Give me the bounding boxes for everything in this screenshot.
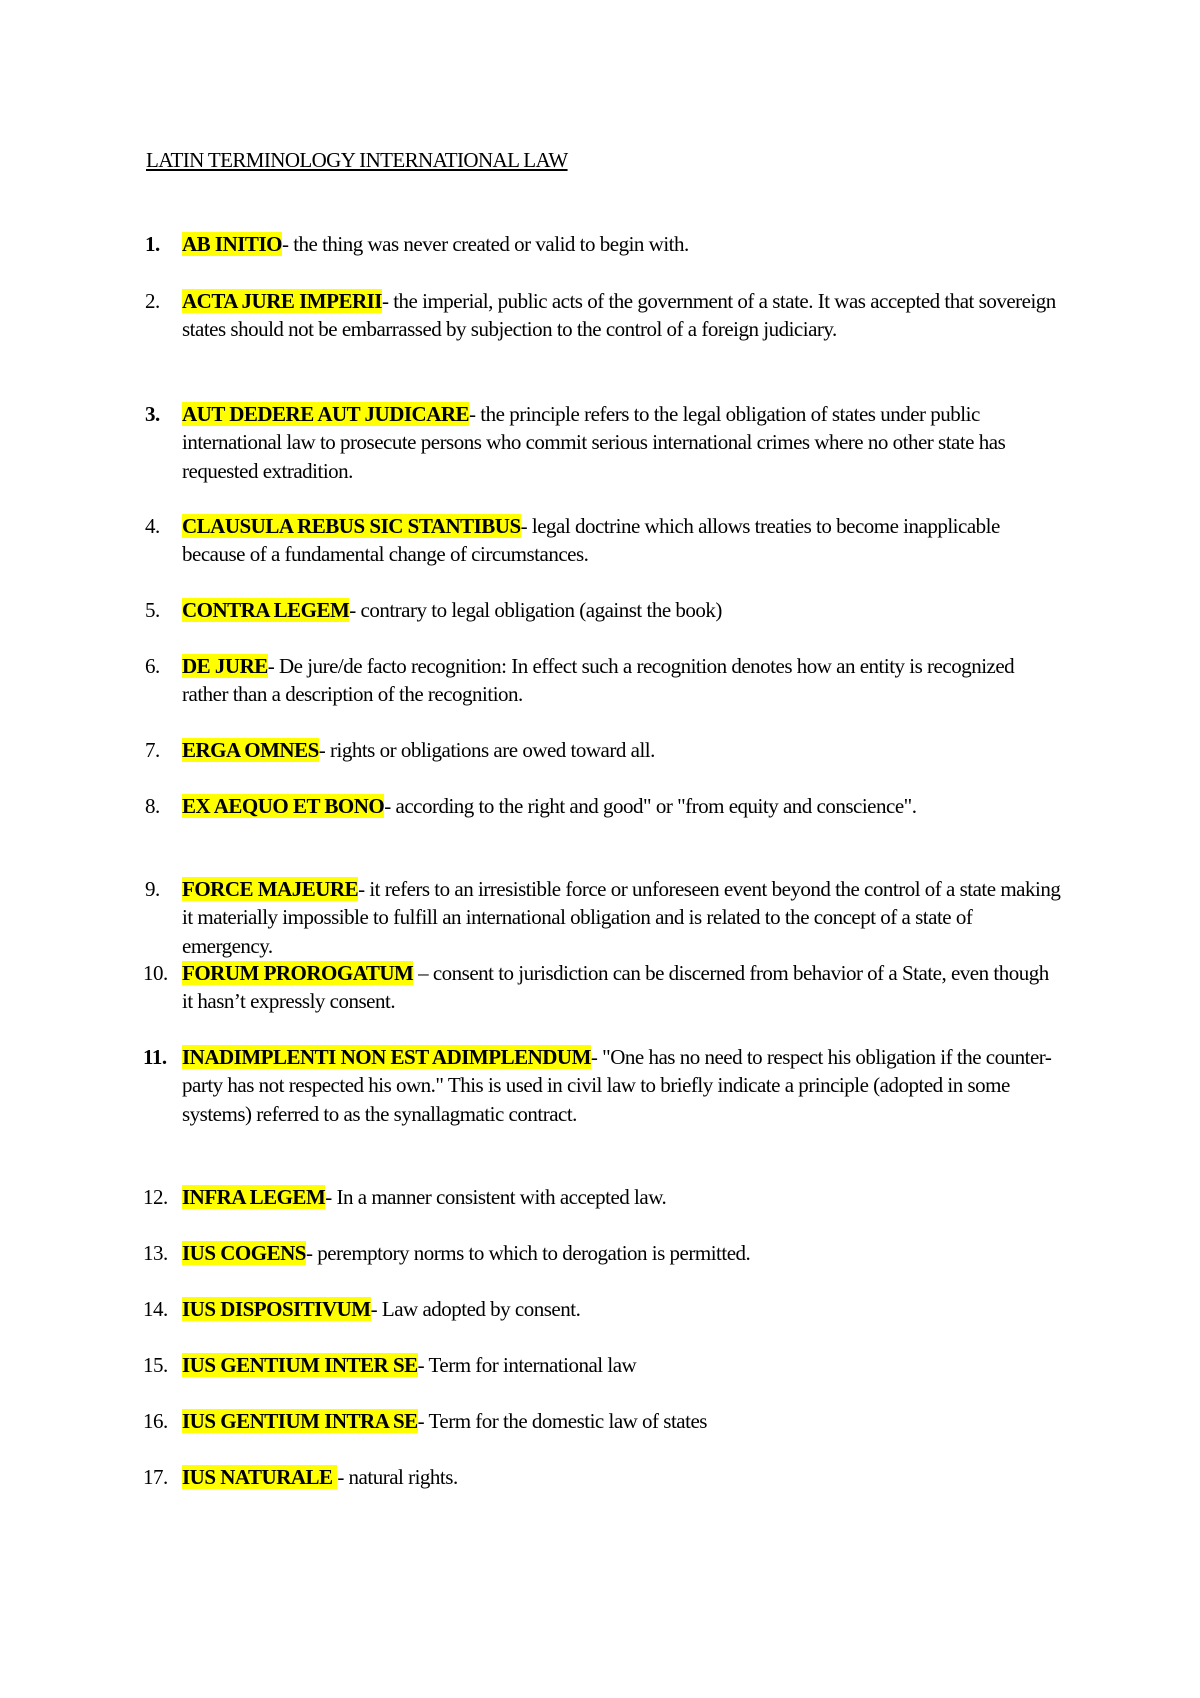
item-body [182, 875, 1062, 960]
item-body [182, 652, 1062, 709]
term-definition: - natural rights. [337, 1465, 458, 1489]
term-definition: - legal doctrine which allows treaties to become inapplicable because of a fundamental change of circumstances. [182, 514, 1000, 567]
term-highlight: IUS COGENS [182, 1241, 306, 1265]
item-body [182, 1463, 1062, 1491]
item-body [182, 1407, 1062, 1435]
item-body [182, 1239, 1062, 1267]
term-definition: - it refers to an irresistible force or unforeseen event beyond the control of a state making it materially impossible to fulfill an international obligation and is related to the concept of a state of emergency. [182, 877, 1061, 958]
item-body [182, 1351, 1062, 1379]
item-body [182, 596, 1062, 624]
item-number: 14. [143, 1297, 168, 1321]
item-number: 12. [143, 1185, 168, 1209]
term-highlight: IUS GENTIUM INTRA SE [182, 1409, 418, 1433]
term-definition: - In a manner consistent with accepted law. [325, 1185, 667, 1209]
item-body [182, 736, 1062, 764]
item-number: 3. [145, 402, 160, 426]
term-highlight: ACTA JURE IMPERII [182, 289, 382, 313]
item-body [182, 1295, 1062, 1323]
item-body [182, 792, 1062, 820]
item-number: 1. [145, 232, 160, 256]
term-highlight: CONTRA LEGEM [182, 598, 350, 622]
item-body [182, 230, 1062, 258]
item-body [182, 400, 1062, 485]
item-number: 13. [143, 1241, 168, 1265]
item-body [182, 1043, 1062, 1128]
term-definition: - Term for the domestic law of states [417, 1409, 707, 1433]
item-number: 2. [145, 289, 160, 313]
term-definition: - "One has no need to respect his obligation if the counter-party has not respected his own." This is used in civil law to briefly indicate a principle (adopted in some systems) referred to as the synallagmatic contract. [182, 1045, 1052, 1126]
term-highlight: DE JURE [182, 654, 268, 678]
term-definition: - rights or obligations are owed toward all. [318, 738, 655, 762]
term-highlight: AB INITIO [182, 232, 282, 256]
item-number: 16. [143, 1409, 168, 1433]
item-body [182, 512, 1062, 569]
term-definition: - Law adopted by consent. [370, 1297, 581, 1321]
term-definition: - according to the right and good" or "from equity and conscience". [384, 794, 917, 818]
term-highlight: ERGA OMNES [182, 738, 319, 762]
term-highlight: CLAUSULA REBUS SIC STANTIBUS [182, 514, 521, 538]
item-number: 4. [145, 514, 160, 538]
item-number: 10. [143, 961, 168, 985]
term-definition: - the thing was never created or valid to begin with. [281, 232, 689, 256]
item-body [182, 1183, 1062, 1211]
term-highlight: INFRA LEGEM [182, 1185, 326, 1209]
term-definition: - the principle refers to the legal obligation of states under public international law to prosecute persons who commit serious international crimes where no other state has requested extradition. [182, 402, 1006, 483]
item-number: 5. [145, 598, 160, 622]
term-highlight: FORUM PROROGATUM [182, 961, 414, 985]
term-definition: - De jure/de facto recognition: In effect such a recognition denotes how an entity is recognized rather than a description of the recognition. [182, 654, 1015, 707]
term-definition: - contrary to legal obligation (against the book) [349, 598, 722, 622]
term-highlight: AUT DEDERE AUT JUDICARE [182, 402, 470, 426]
item-number: 15. [143, 1353, 168, 1377]
term-definition: - peremptory norms to which to derogation is permitted. [305, 1241, 751, 1265]
term-definition: - Term for international law [417, 1353, 637, 1377]
term-highlight: EX AEQUO ET BONO [182, 794, 385, 818]
item-number: 8. [145, 794, 160, 818]
document-title: LATIN TERMINOLOGY INTERNATIONAL LAW [146, 148, 568, 172]
term-highlight: IUS DISPOSITIVUM [182, 1297, 371, 1321]
item-number: 9. [145, 877, 160, 901]
item-body [182, 959, 1062, 1016]
item-number: 7. [145, 738, 160, 762]
item-number: 6. [145, 654, 160, 678]
term-highlight: INADIMPLENTI NON EST ADIMPLENDUM [182, 1045, 591, 1069]
term-definition: - the imperial, public acts of the government of a state. It was accepted that sovereign states should not be embarrassed by subjection to the control of a foreign judiciary. [182, 289, 1056, 342]
item-number: 17. [143, 1465, 168, 1489]
item-number: 11. [143, 1045, 167, 1069]
term-highlight: FORCE MAJEURE [182, 877, 359, 901]
term-highlight: IUS GENTIUM INTER SE [182, 1353, 418, 1377]
item-body [182, 287, 1062, 344]
term-highlight: IUS NATURALE [182, 1465, 338, 1489]
term-definition: – consent to jurisdiction can be discerned from behavior of a State, even though it hasn’t expressly consent. [182, 961, 1049, 1014]
